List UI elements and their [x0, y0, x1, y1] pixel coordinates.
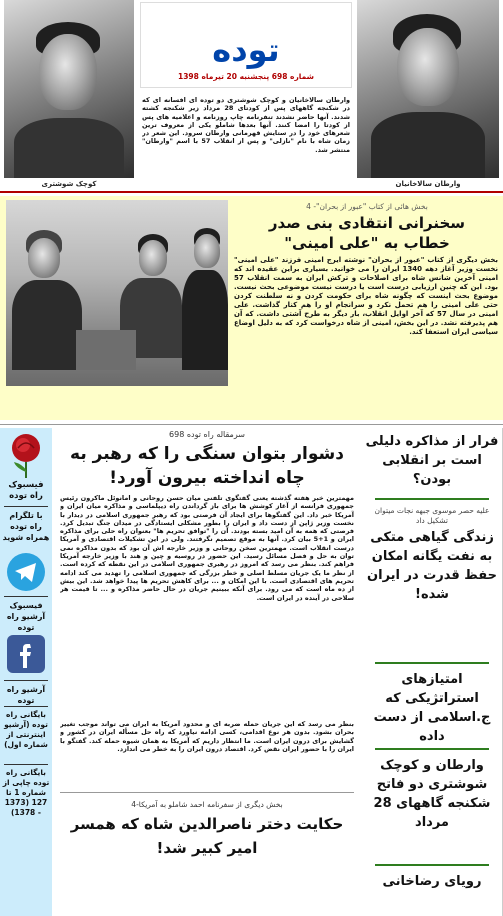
facebook-label[interactable]: فیسبوک راه توده: [8, 480, 44, 501]
rs-item-2[interactable]: زندگی گیاهی متکی به نفت یگانه امکان حفظ قدرت در ایران شده!: [367, 530, 497, 602]
right-photo-caption: وارطان سالاخانیان: [395, 180, 461, 188]
archive-note[interactable]: بایگانی راه توده (آرشیو اینترنتی از شماره اول): [4, 710, 48, 749]
issue-line: شماره 698 پنجشنبه 20 تیرماه 1398: [177, 72, 314, 81]
sb-sep-1: [4, 506, 48, 507]
feature-body: بخش دیگری از کتاب "عبور از بحران" نوشته ایرج امینی فرزند "علی امینی" نخست وزیر آغاز دهه 1340 ایران را می خوانید. بسیاری براین عقیده اند که امینی آخرین شانس شاه برای اصلاحات و ترکش ایران به سمت انقلاب 57 بود. این که چنین ارزیابی درست است یا درست نیست موضوعی بحث نیست. موضوع بحث اینست که چگونه شاه برای حکومت کردن و نه سلطنت کردن حتی علی امینی را هم تحمل نکرد و سرانجام او را هم کنار گذاشت. علی امینی در سال 57 که آخر اوایل انقلاب، بار دیگر به طرح آشتی داشت. که آن هم پذیرفته نشد. در این بخش، امینی از شاه درخواست کرد که به دلیل اوضاع سیاسی ایران استعفا کند.: [234, 256, 498, 336]
rose-icon: [6, 432, 46, 478]
vartan-portrait: [357, 0, 499, 178]
main-body-2: بنظر می رسد که این جریان حمله ضربه ای و محدود آمریکا به ایران می تواند موجب تغییر بحران بشود. بدون هر نوع اقدامی، کسی ادامه نیاورد که راه حل مسأله ایران در کشور و گشایش برای درون ایران است. ما انتظار داریم که آمریکا به همان شیوه حمله کند. گفتگو با ایران را با حضور ایران نقض کرد. اقتصاد درون ایران را به خطر می اندازد.: [60, 720, 354, 753]
main-body: مهمترین خبر هفته گذشته یعنی گفتگوی تلفنی میان حسن روحانی و امانوئل ماکرون رئیس جمهوری فرانسه از آغاز کوشش ها برای باز گرداندن راه دیپلماسی و مذاکره میان ایران و آمریکا خبر داد. این گفتگوها برای ایجاد آن فرصتی بود که رهبر جمهوری اسلامی در دیدار با نخست وزیر ژاپن از دست داد و ایران را بطور مشکلی ایستادگی در میدان جنگ تبدیل کرد. فرصتی که همه به آن امید بسته بودند. آن را "توافق تحریم ها" بعنوان راه حلی برای مذاکره ایران و 1+5 بیان کرد. آنها به موقع تصمیم نگرفتند. ولی در این تشکیلات اقتصادی و آمریکا درست انقلاب است. مهمترین سخن روحانی و وزیر خارجه اش آن بود که بدون مذاکره نمی توان به حل و فصل مسائل رسید. این حضور در روسیه و چین و هند با وزیر خارجه آمریکا فراهم کند. بنظر می رسد که امروز در رهبری جمهوری اسلامی در این نقطه که کرده است. از نظر ما یک جریان مسلط اصلی و خطر بزرگی که جمهوری اسلامی را تهدید می کند ادامه تحریم های اقتصادی است. با این امکان و ... برای کاهش تحریم ها پیدا خواهد شد. این بیش از ده ماه است که می رود. برای آنکه ببینیم جریان در حال حاضر مذاکره و ... تا قیمت هر سلاحی در آینده در ایران است.: [60, 494, 354, 602]
rs-sep-1: [375, 498, 489, 500]
main-article: [56, 428, 358, 916]
facebook-icon[interactable]: [6, 634, 46, 674]
main-kicker: سرمقاله راه توده 698: [169, 430, 245, 439]
rs-item-4[interactable]: وارطان و کوچک شوشتری دو فاتح شکنجه گاههای 28 مرداد: [373, 758, 491, 830]
masthead-title: توده: [212, 31, 280, 69]
bottom-headline[interactable]: حکایت دختر ناصرالدین شاه که همسر امیر کبیر شد!: [70, 815, 344, 857]
section-divider: [0, 424, 503, 425]
right-sidebar: [361, 428, 503, 916]
left-sidebar: [0, 428, 52, 916]
archive-label[interactable]: آرشیو راه توده: [6, 685, 46, 705]
kouchak-portrait: [4, 0, 134, 178]
top-divider: [0, 191, 503, 193]
telegram-icon[interactable]: [6, 552, 46, 592]
top-band: [0, 0, 503, 192]
sb-sep-3: [4, 680, 48, 681]
archive-range[interactable]: بایگانی راه توده چاپی از شماره 1 تا 127 (1373 - 1378): [2, 768, 50, 817]
sb-sep-2: [4, 596, 48, 597]
rs-item-1[interactable]: فرار از مذاکره دلیلی است بر انقلابی بودن؟: [365, 434, 499, 487]
meeting-photo[interactable]: [6, 200, 228, 386]
rs-sep-4: [375, 864, 489, 866]
main-bottom-divider: [60, 792, 354, 793]
feature-kicker: بخش هائی از کتاب "عبور از بحران"- 4: [306, 202, 428, 211]
sb-sep-4: [4, 706, 48, 707]
feature-headline-2[interactable]: خطاب به "علی امینی": [284, 234, 450, 252]
sb-sep-5: [4, 764, 48, 765]
bottom-kicker: بخش دیگری از سفرنامه احمد شاملو به آمریکا-4: [131, 800, 283, 809]
telegram-label[interactable]: با تلگرام راه توده همراه شوید: [2, 511, 50, 542]
rs-item-5[interactable]: رویای رضاخانی: [382, 874, 482, 889]
left-photo-caption: کوچک شوشتری: [41, 180, 97, 188]
feature-band: [0, 196, 503, 420]
rs-sep-2: [375, 662, 489, 664]
lead-text: وارطان سالاخانیان و کوچک شوشتری دو توده ای افسانه ای که در شکنجه گاههای پس از کودتای 28 مرداد زیر شکنجه کشته شدند. آنها حاضر نشدند تنفرنامه چاپ روزنامه و اعلامیه های پس از کودتا را امضا کنند. آنها بعدها شاملو یکی از معروف ترین شعرهای خود را در ستایش قهرمانی وارطان سرود. این شعر در زمان شاه با نام "نازلی" و پس از انقلاب 57 با اسم "وارطان" منتشر شد.: [142, 96, 350, 154]
feature-headline-1[interactable]: سخنرانی انتقادی بنی صدر: [268, 214, 466, 232]
main-headline[interactable]: دشوار بتوان سنگی را که رهبر به چاه انداخته بیرون آورد!: [70, 444, 344, 488]
rs-item-3[interactable]: امتیازهای استراتژیکی که ج.اسلامی از دست داده: [373, 672, 491, 744]
fb-archive-label[interactable]: فیسبوک آرشیو راه توده: [6, 601, 46, 632]
rs-sep-3: [375, 748, 489, 750]
masthead-box: [140, 2, 352, 88]
rs-item-2-kicker: علیه حصر موسوی جبهه نجات میتوان تشکیل داد: [374, 506, 490, 525]
